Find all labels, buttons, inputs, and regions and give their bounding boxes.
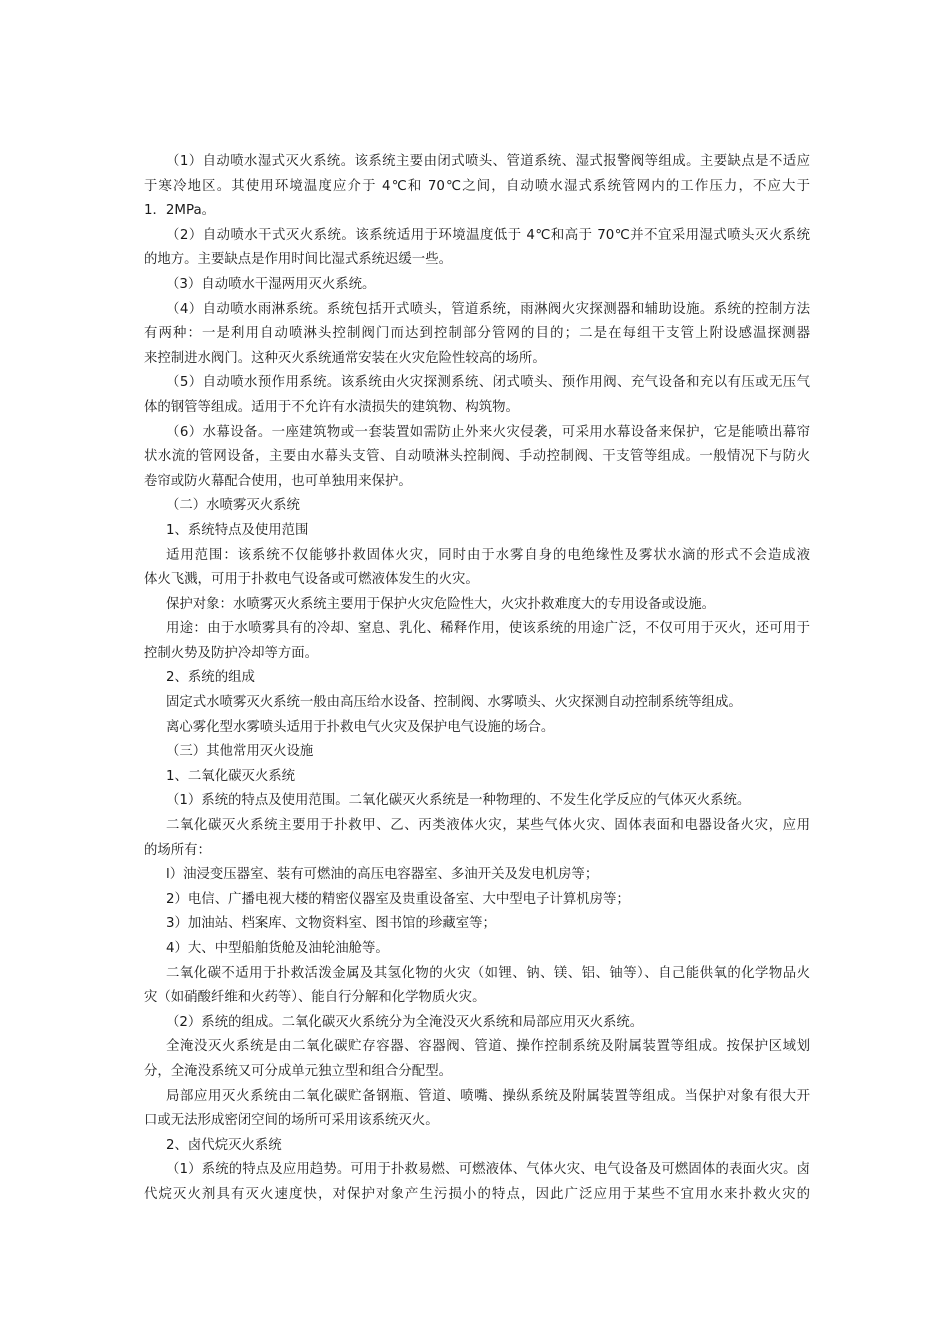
paragraph-line: （2）自动喷水干式灭火系统。该系统适用于环境温度低于 4℃和高于 70℃并不宜采用湿式喷头灭火系统 — [166, 227, 810, 243]
paragraph-line: 于寒冷地区。其使用环境温度应介于 4℃和 70℃之间，自动喷水湿式系统管网内的工作压力，不应大于 — [144, 178, 810, 194]
paragraph-line: 状水流的管网设备，主要由水幕头支管、自动喷淋头控制阀、手动控制阀、干支管等组成。一般情况下与防火 — [144, 449, 810, 465]
paragraph-line: 用途：由于水喷雾具有的冷却、窒息、乳化、稀释作用，使该系统的用途广泛，不仅可用于灭火，还可用于 — [166, 621, 810, 637]
paragraph-line: 的地方。主要缺点是作用时间比湿式系统迟缓一些。 — [144, 252, 452, 268]
list-item: l）油浸变压器室、装有可燃油的高压电容器室、多油开关及发电机房等； — [166, 867, 599, 883]
paragraph-line: 有两种：一是利用自动喷淋头控制阀门而达到控制部分管网的目的；二是在每组干支管上附设感温探测器 — [144, 326, 810, 342]
subsection-heading: 1、二氧化碳灭火系统 — [166, 768, 296, 784]
paragraph-line: 来控制进水阀门。这种灭火系统通常安装在火灾危险性较高的场所。 — [144, 350, 546, 366]
paragraph-line: 适用范围：该系统不仅能够扑救固体火灾，同时由于水雾自身的电绝缘性及雾状水滴的形式不会造成液 — [166, 547, 810, 563]
paragraph-line: （3）自动喷水干湿两用灭火系统。 — [166, 276, 376, 292]
paragraph-line: 代烷灭火剂具有灭火速度快，对保护对象产生污损小的特点，因此广泛应用于某些不宜用水来扑救火灾的 — [144, 1186, 810, 1202]
list-item: 2）电信、广播电视大楼的精密仪器室及贵重设备室、大中型电子计算机房等； — [166, 891, 630, 907]
paragraph-line: 离心雾化型水雾喷头适用于扑救电气火灾及保护电气设施的场合。 — [166, 719, 555, 735]
paragraph-line: 的场所有： — [144, 842, 211, 858]
paragraph-line: 分，全淹没系统又可分成单元独立型和组合分配型。 — [144, 1063, 452, 1079]
section-heading: （三）其他常用灭火设施 — [166, 744, 314, 760]
paragraph-line: （6）水幕设备。一座建筑物或一套装置如需防止外来火灾侵袭，可采用水幕设备来保护，它是能喷出幕帘 — [166, 424, 810, 440]
paragraph-line: 口或无法形成密闭空间的场所可采用该系统灭火。 — [144, 1113, 439, 1129]
paragraph-line: 二氧化碳灭火系统主要用于扑救甲、乙、丙类液体火灾，某些气体火灾、固体表面和电器设备火灾，应用 — [166, 818, 810, 834]
paragraph-line: 二氧化碳不适用于扑救活泼金属及其氢化物的火灾（如锂、钠、镁、铝、铀等）、自己能供氧的化学物品火 — [166, 965, 810, 981]
paragraph-line: 卷帘或防火幕配合使用，也可单独用来保护。 — [144, 473, 412, 489]
paragraph-line: 固定式水喷雾灭火系统一般由高压给水设备、控制阀、水雾喷头、火灾探测自动控制系统等组成。 — [166, 695, 742, 711]
section-heading: （二）水喷雾灭火系统 — [166, 498, 300, 514]
paragraph-line: 全淹没灭火系统是由二氧化碳贮存容器、容器阀、管道、操作控制系统及附属装置等组成。按保护区域划 — [166, 1039, 810, 1055]
paragraph-line: 灾（如硝酸纤维和火药等）、能自行分解和化学物质火灾。 — [144, 990, 486, 1006]
subsection-heading: 2、卤代烷灭火系统 — [166, 1137, 282, 1153]
paragraph-line: （1）系统的特点及应用趋势。可用于扑救易燃、可燃液体、气体火灾、电气设备及可燃固体的表面火灾。卤 — [166, 1162, 810, 1178]
paragraph-line: （1）自动喷水湿式灭火系统。该系统主要由闭式喷头、管道系统、湿式报警阀等组成。主要缺点是不适应 — [166, 154, 810, 169]
paragraph-line: （1）系统的特点及使用范围。二氧化碳灭火系统是一种物理的、不发生化学反应的气体灭火系统。 — [166, 793, 751, 809]
paragraph-line: 体火飞溅，可用于扑救电气设备或可燃液体发生的火灾。 — [144, 572, 479, 588]
paragraph-line: 体的钢管等组成。适用于不允许有水渍损失的建筑物、构筑物。 — [144, 399, 519, 415]
document-body — [144, 150, 810, 1208]
paragraph-line: （4）自动喷水雨淋系统。系统包括开式喷头，管道系统，雨淋阀火灾探测器和辅助设施。系统的控制方法 — [166, 301, 810, 317]
subsection-heading: 1、系统特点及使用范围 — [166, 522, 309, 538]
paragraph-line: （2）系统的组成。二氧化碳灭火系统分为全淹没灭火系统和局部应用灭火系统。 — [166, 1014, 644, 1030]
list-item: 3）加油站、档案库、文物资料室、图书馆的珍藏室等； — [166, 916, 496, 932]
paragraph-line: 控制火势及防护冷却等方面。 — [144, 645, 319, 661]
paragraph-line: （5）自动喷水预作用系统。该系统由火灾探测系统、闭式喷头、预作用阀、充气设备和充以有压或无压气 — [166, 375, 810, 391]
paragraph-line: 保护对象：水喷雾灭火系统主要用于保护火灾危险性大，火灾扑救难度大的专用设备或设施。 — [166, 596, 716, 612]
paragraph-line: 1．2MPa。 — [144, 203, 216, 219]
list-item: 4）大、中型船舶货舱及油轮油舱等。 — [166, 941, 389, 956]
paragraph-line: 局部应用灭火系统由二氧化碳贮备钢瓶、管道、喷嘴、操纵系统及附属装置等组成。当保护对象有很大开 — [166, 1088, 810, 1104]
subsection-heading: 2、系统的组成 — [166, 670, 255, 686]
